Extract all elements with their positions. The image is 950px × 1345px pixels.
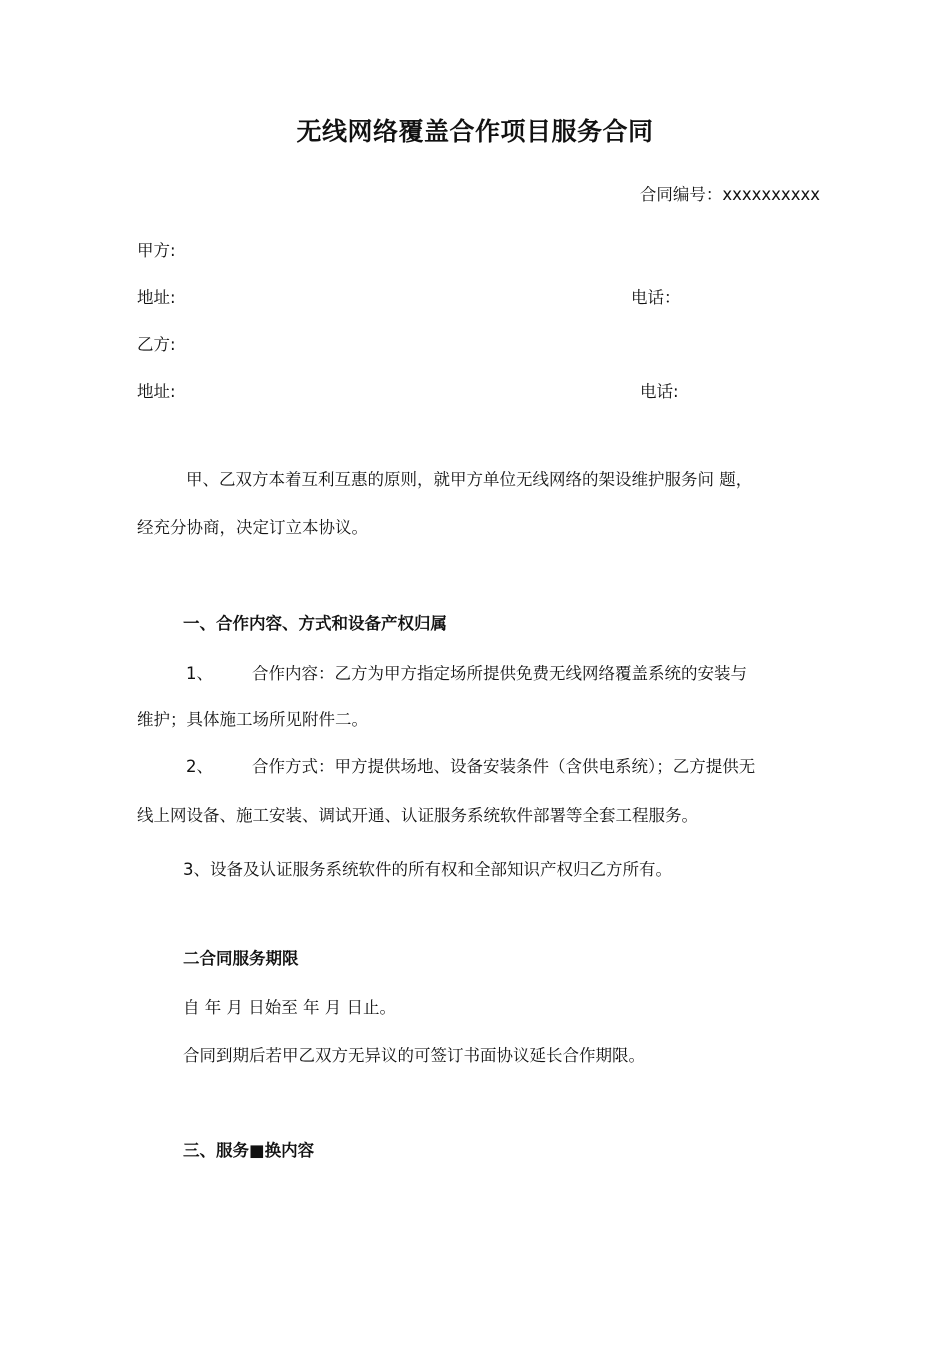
party-a-label: 甲方:	[137, 241, 176, 260]
intro-line-1: 甲、乙双方本着互利互惠的原则，就甲方单位无线网络的架设维护服务问 题，	[186, 470, 753, 489]
contract-number: 合同编号：xxxxxxxxxx	[639, 185, 820, 204]
party-a-address: 地址:	[137, 288, 176, 307]
party-b-address: 地址:	[137, 382, 176, 401]
item-2-number: 2、	[186, 757, 213, 776]
page-title: 无线网络覆盖合作项目服务合同	[296, 117, 654, 146]
section-1-heading: 一、合作内容、方式和设备产权归属	[183, 614, 447, 633]
section-3-heading: 三、服务■换内容	[183, 1141, 315, 1160]
party-a-phone: 电话：	[631, 288, 681, 307]
party-b-phone: 电话:	[640, 382, 679, 401]
renewal-clause: 合同到期后若甲乙双方无异议的可签订书面协议延长合作期限。	[183, 1046, 645, 1065]
section-2-heading: 二合同服务期限	[183, 949, 299, 968]
intro-line-2: 经充分协商，决定订立本协议。	[137, 518, 368, 537]
item-1-line-2: 维护；具体施工场所见附件二。	[137, 710, 368, 729]
item-2-line-2: 线上网设备、施工安装、调试开通、认证服务系统软件部署等全套工程服务。	[137, 806, 698, 825]
item-1-number: 1、	[186, 664, 213, 683]
party-b-label: 乙方:	[137, 335, 176, 354]
service-period: 自 年 月 日始至 年 月 日止。	[183, 998, 396, 1017]
item-3: 3、设备及认证服务系统软件的所有权和全部知识产权归乙方所有。	[183, 860, 672, 879]
item-2-line-1: 合作方式：甲方提供场地、设备安装条件（含供电系统）；乙方提供无	[252, 757, 756, 776]
item-1-line-1: 合作内容：乙方为甲方指定场所提供免费无线网络覆盖系统的安装与	[252, 664, 747, 683]
